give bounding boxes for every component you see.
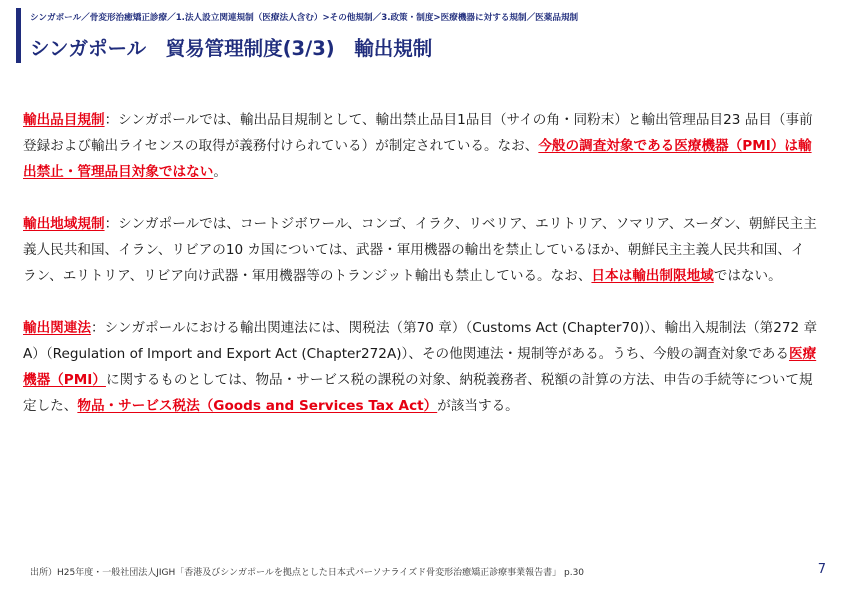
paragraph-text: 。 xyxy=(213,164,227,180)
title-accent-bar xyxy=(16,8,21,63)
paragraph-text: ではない。 xyxy=(713,268,782,284)
main-content xyxy=(23,107,818,445)
breadcrumb: シンガポール／骨変形治癒矯正診療／1.法人設立関連規制（医療法人含む）>その他規制／3.政策・制度>医療機器に対する規制／医薬品規制 xyxy=(30,13,579,23)
term-export-related-law: 輸出関連法 xyxy=(23,320,91,336)
paragraph-text: が該当する。 xyxy=(437,398,519,414)
paragraph-text: ：シンガポールでは、輸出品目規制として、輸出禁止品目1品目（サイの角・同粉末）と輸出管理品目23 品目（事前登録および輸出ライセンスの取得が義務付けられている）が制定されている。なお、 xyxy=(23,112,813,154)
paragraph-text: ：シンガポールにおける輸出関連法には、関税法（第70 章）（Customs Act (Chapter70)）、輸出入規制法（第272 章A）（Regulation of Import and Export Act (Chapter272A)）、その他関連法・規制等がある。うち、今般の調査対象である xyxy=(23,320,818,362)
paragraph-export-region-regulation xyxy=(23,211,818,289)
highlight-gst-act: 物品・サービス税法（Goods and Services Tax Act） xyxy=(77,398,438,414)
highlight-medical-device-pmi: 医療機器（PMI） xyxy=(23,346,817,388)
paragraph-export-related-law xyxy=(23,315,818,419)
term-export-region-regulation: 輸出地域規制 xyxy=(23,216,105,232)
page-number: 7 xyxy=(817,562,826,577)
page-title: シンガポール 貿易管理制度(3/3) 輸出規制 xyxy=(30,37,433,60)
highlight-pmi-not-restricted: 今般の調査対象である医療機器（PMI）は輸出禁止・管理品目対象ではない xyxy=(23,138,812,180)
highlight-japan-not-restricted: 日本は輸出制限地域 xyxy=(591,268,714,284)
paragraph-text: ：シンガポールでは、コートジボワール、コンゴ、イラク、リベリア、エリトリア、ソマリア、スーダン、朝鮮民主主義人民共和国、イラン、リビアの10 カ国については、武器・軍用機器の輸出を禁止しているほか、朝鮮民主主義人民共和国、イラン、エリトリア、リビア向け武器・軍用機器等のトランジット輸出も禁止している。なお、 xyxy=(23,216,817,284)
paragraph-text: に関するものとしては、物品・サービス税の課税の対象、納税義務者、税額の計算の方法、申告の手続等について規定した、 xyxy=(23,372,813,414)
source-citation: 出所）H25年度・一般社団法人JIGH「香港及びシンガポールを拠点とした日本式パーソナライズド骨変形治癒矯正診療事業報告書」 p.30 xyxy=(30,568,585,578)
paragraph-export-item-regulation xyxy=(23,107,818,185)
term-export-item-regulation: 輸出品目規制 xyxy=(23,112,105,128)
